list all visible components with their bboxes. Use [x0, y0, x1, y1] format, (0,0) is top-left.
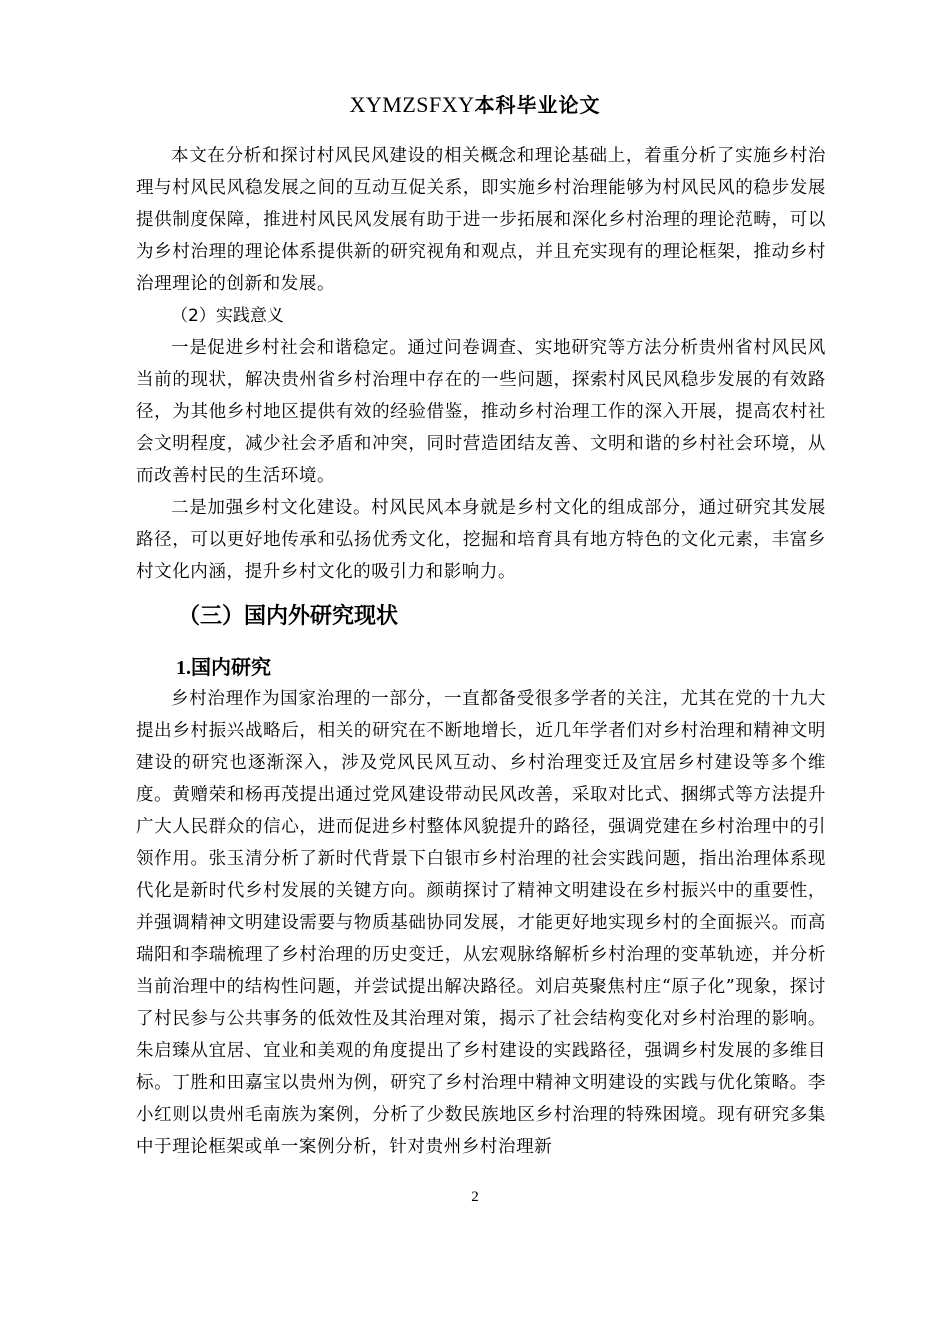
- subsection-heading: [136, 652, 826, 683]
- paragraph-practical-1: 一是促进乡村社会和谐稳定。通过问卷调查、实地研究等方法分析贵州省村风民风当前的现状，解决贵州省乡村治理中存在的一些问题，探索村风民风稳步发展的有效路径，为其他乡村地区提供有效的经验借鉴，推动乡村治理工作的深入开展，提高农村社会文明程度，减少社会矛盾和冲突，同时营造团结友善、文明和谐的乡村社会环境，从而改善村民的生活环境。: [136, 338, 826, 486]
- subsection-number: 1.: [176, 657, 191, 679]
- page-header: [0, 90, 950, 121]
- heading-practical-significance: （2）实践意义: [171, 306, 284, 326]
- header-label: 本科毕业论文: [474, 93, 601, 117]
- header-code: XYMZSFXY: [349, 92, 475, 117]
- document-body: [136, 140, 826, 1163]
- subsection-title: 国内研究: [191, 655, 271, 679]
- page-number: 2: [471, 1189, 479, 1205]
- paragraph-practical-2: 二是加强乡村文化建设。村风民风本身就是乡村文化的组成部分，通过研究其发展路径，可以更好地传承和弘扬优秀文化，挖掘和培育具有地方特色的文化元素，丰富乡村文化内涵，提升乡村文化的吸引力和影响力。: [136, 498, 826, 582]
- paragraph-theory: 本文在分析和探讨村风民风建设的相关概念和理论基础上，着重分析了实施乡村治理与村风民风稳发展之间的互动互促关系，即实施乡村治理能够为村风民风的稳步发展提供制度保障，推进村风民风发展有助于进一步拓展和深化乡村治理的理论范畴，可以为乡村治理的理论体系提供新的研究视角和观点，并且充实现有的理论框架，推动乡村治理理论的创新和发展。: [136, 146, 826, 294]
- paragraph-domestic-research: 乡村治理作为国家治理的一部分，一直都备受很多学者的关注，尤其在党的十九大提出乡村振兴战略后，相关的研究在不断地增长，近几年学者们对乡村治理和精神文明建设的研究也逐渐深入，涉及党风民风互动、乡村治理变迁及宜居乡村建设等多个维度。黄赠荣和杨再茂提出通过党风建设带动民风改善，采取对比式、捆绑式等方法提升广大人民群众的信心，进而促进乡村整体风貌提升的路径，强调党建在乡村治理中的引领作用。张玉清分析了新时代背景下白银市乡村治理的社会实践问题，指出治理体系现代化是新时代乡村发展的关键方向。颜萌探讨了精神文明建设在乡村振兴中的重要性，并强调精神文明建设需要与物质基础协同发展，才能更好地实现乡村的全面振兴。而高瑞阳和李瑞梳理了乡村治理的历史变迁，从宏观脉络解析乡村治理的变革轨迹，并分析当前治理中的结构性问题，并尝试提出解决路径。刘启英聚焦村庄“原子化”现象，探讨了村民参与公共事务的低效性及其治理对策，揭示了社会结构变化对乡村治理的影响。朱启臻从宜居、宜业和美观的角度提出了乡村建设的实践路径，强调乡村发展的多维目标。丁胜和田嘉宝以贵州为例，研究了乡村治理中精神文明建设的实践与优化策略。李小红则以贵州毛南族为案例，分析了少数民族地区乡村治理的特殊困境。现有研究多集中于理论框架或单一案例分析，针对贵州乡村治理新: [136, 689, 826, 1157]
- section-heading: （三）国内外研究现状: [178, 604, 399, 629]
